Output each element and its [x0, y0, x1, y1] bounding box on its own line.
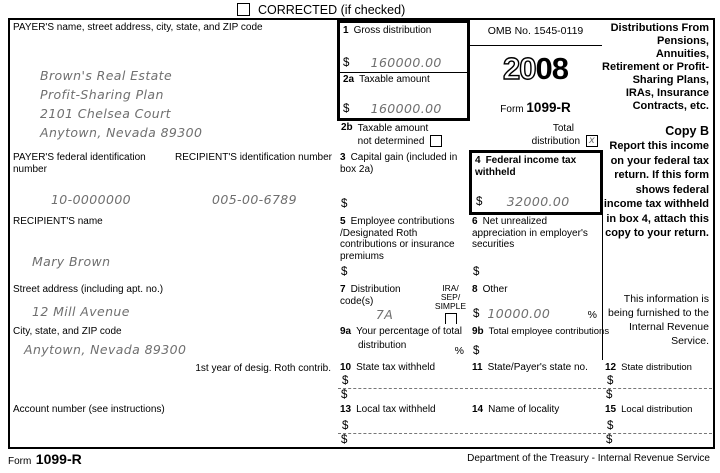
payer-fed-id-cell [10, 150, 173, 215]
copy-b-text: Report this income on your federal tax return. If this form shows federal income tax withheld in box 4, attach this copy to your return. [603, 140, 709, 240]
box2a-label: Taxable amount [359, 74, 430, 85]
box5-label: Employee contributions /Designated Roth contributions or insurance premiums [340, 216, 455, 262]
payer-street-line: 2101 Chelsea Court [40, 106, 171, 121]
box12-label: State distribution [621, 362, 692, 373]
dollar-sign: $ [342, 374, 349, 387]
box9a-percentage-distribution: 9a Your percentage of total distribution % [337, 324, 470, 361]
omb-year-cell [469, 20, 603, 121]
payer-fed-id-value: 10-0000000 [50, 191, 132, 207]
corrected-label: CORRECTED (if checked) [258, 3, 406, 17]
box12-state-distribution: 12 State distribution $ $ [602, 360, 713, 403]
percent-sign: % [454, 344, 464, 357]
total-distribution-mark: x [588, 135, 596, 147]
dollar-sign: $ [607, 419, 614, 432]
total-distribution-checkbox[interactable] [586, 135, 598, 147]
box2b-total-distribution: Total distribution x [532, 122, 598, 148]
copy-b-cell [602, 120, 713, 283]
box14-label: Name of locality [488, 404, 560, 415]
account-number-label: Account number (see instructions) [13, 404, 165, 415]
street-address-value: 12 Mill Avenue [32, 303, 130, 319]
form-grid [8, 18, 715, 449]
box7-label: Distribution code(s) [340, 284, 401, 307]
box3-label: Capital gain (included in box 2a) [340, 152, 458, 175]
box7-distribution-codes: 7 Distribution code(s) 7A [337, 282, 433, 325]
footer-form-number: Form 1099-R [8, 451, 82, 467]
empty-cell [10, 360, 173, 403]
box10-label: State tax withheld [356, 362, 436, 373]
box11-state-payer-number: 11 State/Payer's state no. [469, 360, 603, 403]
box9a-label: Your percentage of total [356, 326, 462, 337]
box2b-cell [337, 120, 603, 151]
recipient-name-label: RECIPIENT'S name [13, 216, 103, 227]
dollar-sign: $ [606, 389, 613, 401]
box4-value: 32000.00 [506, 193, 570, 209]
box8-value: 10000.00 [487, 305, 551, 321]
year-outline: 20 [503, 51, 536, 86]
street-address-label: Street address (including apt. no.) [13, 284, 164, 295]
corrected-checkbox[interactable] [237, 3, 250, 16]
box9b-total-employee-contributions: 9b Total employee contributions $ [469, 324, 603, 361]
box4-federal-tax-withheld: 4 Federal income tax withheld $ 32000.00 [469, 150, 603, 215]
box13-label: Local tax withheld [356, 404, 436, 415]
dollar-sign: $ [473, 307, 480, 320]
percent-sign: % [587, 308, 597, 321]
dollar-sign: $ [473, 265, 480, 278]
dollar-sign: $ [341, 434, 348, 446]
recipient-id-value: 005-00-6789 [212, 191, 297, 207]
box11-label: State/Payer's state no. [487, 362, 588, 373]
box13-local-tax-withheld: 13 Local tax withheld $ $ [337, 402, 470, 447]
box4-label: Federal income tax withheld [475, 155, 577, 178]
box1-2a-group [337, 20, 470, 121]
footer-department: Department of the Treasury - Internal Revenue Service [467, 453, 710, 464]
furnished-note: This information is being furnished to the Internal Revenue Service. [602, 282, 713, 361]
dollar-sign: $ [606, 434, 613, 446]
dollar-sign: $ [342, 419, 349, 432]
dollar-sign: $ [341, 265, 348, 278]
payer-fed-id-label: PAYER'S federal identification number [13, 152, 146, 175]
box9b-label: Total employee contributions [488, 326, 610, 337]
city-state-zip-value: Anytown, Nevada 89300 [24, 341, 187, 357]
box6-label: Net unrealized appreciation in employer's securities [472, 216, 588, 250]
box1-number: 1 [343, 25, 349, 36]
box2a-value: 160000.00 [370, 100, 442, 116]
recipient-id-label: RECIPIENT'S identification number [175, 152, 332, 163]
box3-capital-gain: 3 Capital gain (included in box 2a) $ [337, 150, 470, 215]
payer-address-label: PAYER'S name, street address, city, state, and ZIP code [13, 22, 263, 33]
box1-gross-distribution [340, 23, 467, 73]
payer-name-line: Brown's Real Estate [40, 68, 173, 83]
tax-year [469, 51, 602, 87]
box1-value: 160000.00 [370, 54, 442, 70]
taxable-not-determined-checkbox[interactable] [430, 135, 442, 147]
city-state-zip-label: City, state, and ZIP code [13, 326, 122, 337]
payer-plan-line: Profit-Sharing Plan [40, 87, 164, 102]
dollar-sign: $ [607, 374, 614, 387]
form-number-line: Form 1099-R [500, 100, 571, 116]
dollar-sign: $ [341, 197, 348, 210]
street-address-cell [10, 282, 338, 325]
omb-number: OMB No. 1545-0119 [469, 20, 602, 46]
form-title: Distributions From Pensions, Annuities, Retirement or Profit-Sharing Plans, IRAs, Insurance Contracts, etc. [602, 20, 713, 121]
box14-name-of-locality: 14 Name of locality [469, 402, 603, 447]
box2b-not-determined: Taxable amount not determined [358, 122, 443, 148]
dollar-sign: $ [341, 389, 348, 401]
roth-first-year-cell: 1st year of desig. Roth contrib. [172, 360, 338, 403]
box15-local-distribution: 15 Local distribution $ $ [602, 402, 713, 447]
box5-employee-contributions: 5 Employee contributions /Designated Roth contributions or insurance premiums $ [337, 214, 470, 283]
copy-b-heading: Copy B [665, 124, 709, 138]
box8-other: 8 Other $ 10000.00 % [469, 282, 603, 325]
recipient-id-cell [172, 150, 338, 215]
city-state-zip-cell [10, 324, 338, 361]
payer-address-cell [10, 20, 338, 151]
box2b-number: 2b [341, 122, 353, 133]
box15-label: Local distribution [621, 404, 693, 415]
dollar-sign: $ [473, 344, 480, 357]
dollar-sign: $ [343, 56, 350, 69]
box2a-number: 2a [343, 74, 355, 85]
box6-net-unrealized-appreciation: 6 Net unrealized appreciation in employer's securities $ [469, 214, 603, 283]
box10-state-tax-withheld: 10 State tax withheld $ $ [337, 360, 470, 403]
recipient-name-cell [10, 214, 338, 283]
recipient-name-value: Mary Brown [32, 253, 111, 269]
box9a-label-2: distribution [358, 339, 407, 351]
dollar-sign: $ [476, 195, 483, 208]
box7-value: 7A [375, 306, 394, 322]
ira-sep-simple-cell: IRA/ SEP/ SIMPLE [432, 282, 470, 325]
corrected-row [0, 0, 720, 18]
box8-label: Other [482, 284, 508, 295]
year-bold: 08 [535, 51, 568, 86]
payer-address-value [40, 66, 202, 142]
box2a-taxable-amount [340, 72, 467, 118]
box1-label: Gross distribution [353, 25, 432, 36]
dollar-sign: $ [343, 102, 350, 115]
account-number-cell [10, 402, 338, 447]
payer-city-line: Anytown, Nevada 89300 [40, 125, 203, 140]
